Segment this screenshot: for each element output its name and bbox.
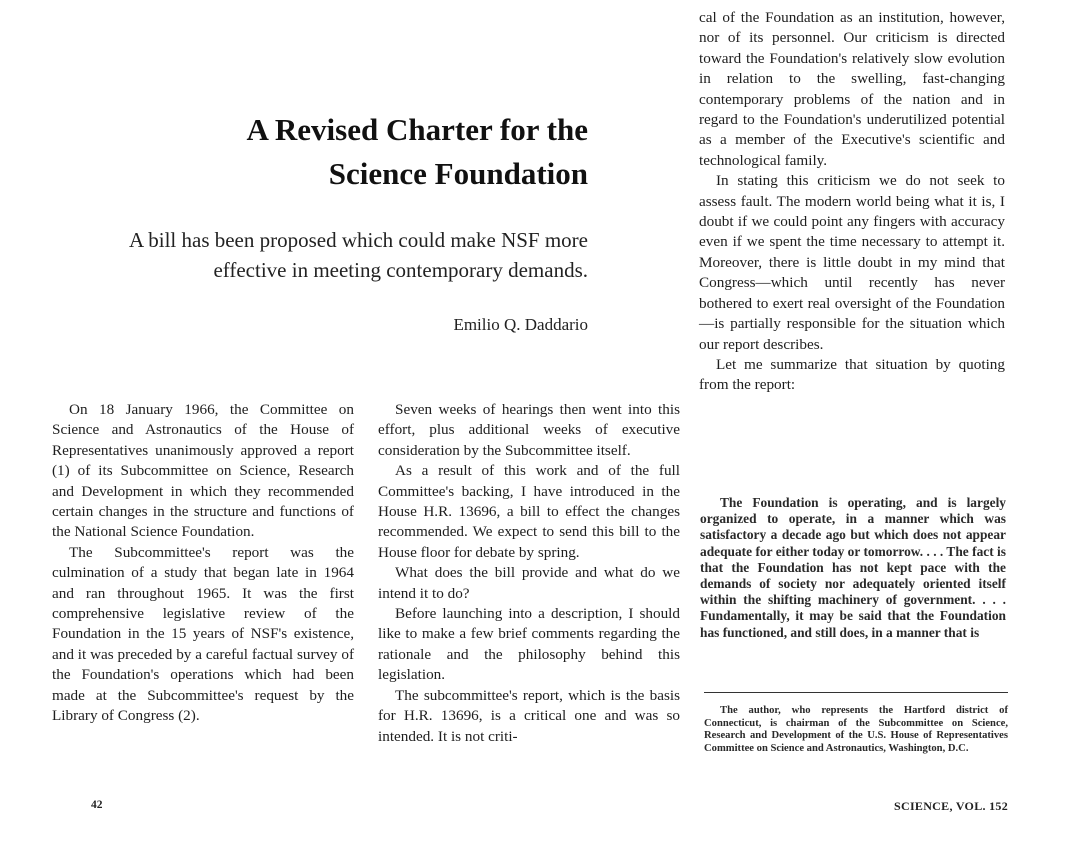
paragraph: The subcommittee's report, which is the basis for H.R. 13696, is a critical one and was so intended. It is not criti- [378,686,680,745]
paragraph: Before launching into a description, I should like to make a few brief comments regarding the rationale and the philosophy behind this legislation. [378,605,680,684]
paragraph: On 18 January 1966, the Committee on Science and Astronautics of the House of Representatives unanimously approved a report (1) of its Subcommittee on Science, Research and Development in which they recommended certain changes in the structure and functions of the National Science Foundation. [52,401,354,541]
article-subtitle [48,225,588,285]
paragraph: As a result of this work and of the full Committee's backing, I have introduced in the House H.R. 13696, a bill to effect the changes recommended. We expect to send this bill to the House floor for debate by spring. [378,462,680,561]
footnote-divider [704,692,1008,693]
author-footnote [704,705,1008,755]
paragraph: Let me summarize that situation by quoting from the report: [699,355,1005,394]
paragraph: Seven weeks of hearings then went into this effort, plus additional weeks of executive consideration by the Subcommittee itself. [378,401,680,459]
article-title [150,108,588,196]
paragraph: What does the bill provide and what do we intend it to do? [378,564,680,602]
paragraph: In stating this criticism we do not seek to assess fault. The modern world being what it is, I doubt if we could point any fingers with accuracy even if we spent the time necessary to attempt it. Moreover, there is little doubt in my mind that Congress—which until recently has never bothered to exert real oversight of the Foundation—is partially responsible for the situation which our report describes. [699,172,1005,353]
column-1 [52,400,354,727]
title-line-1: A Revised Charter for the [246,112,588,147]
subtitle-line-1: A bill has been proposed which could make NSF more [128,228,588,252]
block-quote [700,495,1006,641]
title-line-2: Science Foundation [328,156,588,191]
journal-footer: SCIENCE, VOL. 152 [894,799,1008,813]
column-2 [378,400,680,747]
quote-text: The Foundation is operating, and is largely organized to operate, in a manner which was satisfactory a decade ago but which does not appear adequate for either today or tomorrow. . . . The fact is that the Foundation has not kept pace with the demands of society nor adequately oriented itself within the shifting machinery of government. . . . Fundamentally, it may be said that the Foundation has functioned, and still does, in a manner that is [700,495,1006,640]
paragraph-continuation: cal of the Foundation as an institution, however, nor of its personnel. Our criticism is directed toward the Foundation's relatively slow evolution in relation to the swelling, fast-changing contemporary problems of the nation and in regard to the Foundation's underutilized potential as a member of the Executive's scientific and technological family. [699,9,1005,169]
paragraph: The Subcommittee's report was the culmination of a study that began late in 1964 and ran throughout 1965. It was the first comprehensive legislative review of the Foundation in the 15 years of NSF's existence, and it was preceded by a careful factual survey of the Foundation's operations which had been made at the Subcommittee's request by the Library of Congress (2). [52,543,354,725]
author-byline: Emilio Q. Daddario [453,315,588,334]
page-number: 42 [91,799,103,811]
subtitle-line-2: effective in meeting contemporary demands. [213,258,588,282]
footnote-text: The author, who represents the Hartford district of Connecticut, is chairman of the Subcommittee on Science, Research and Development of the U.S. House of Representatives Committee on Science and Astronautics, Washington, D.C. [704,705,1008,754]
column-3 [699,8,1005,396]
